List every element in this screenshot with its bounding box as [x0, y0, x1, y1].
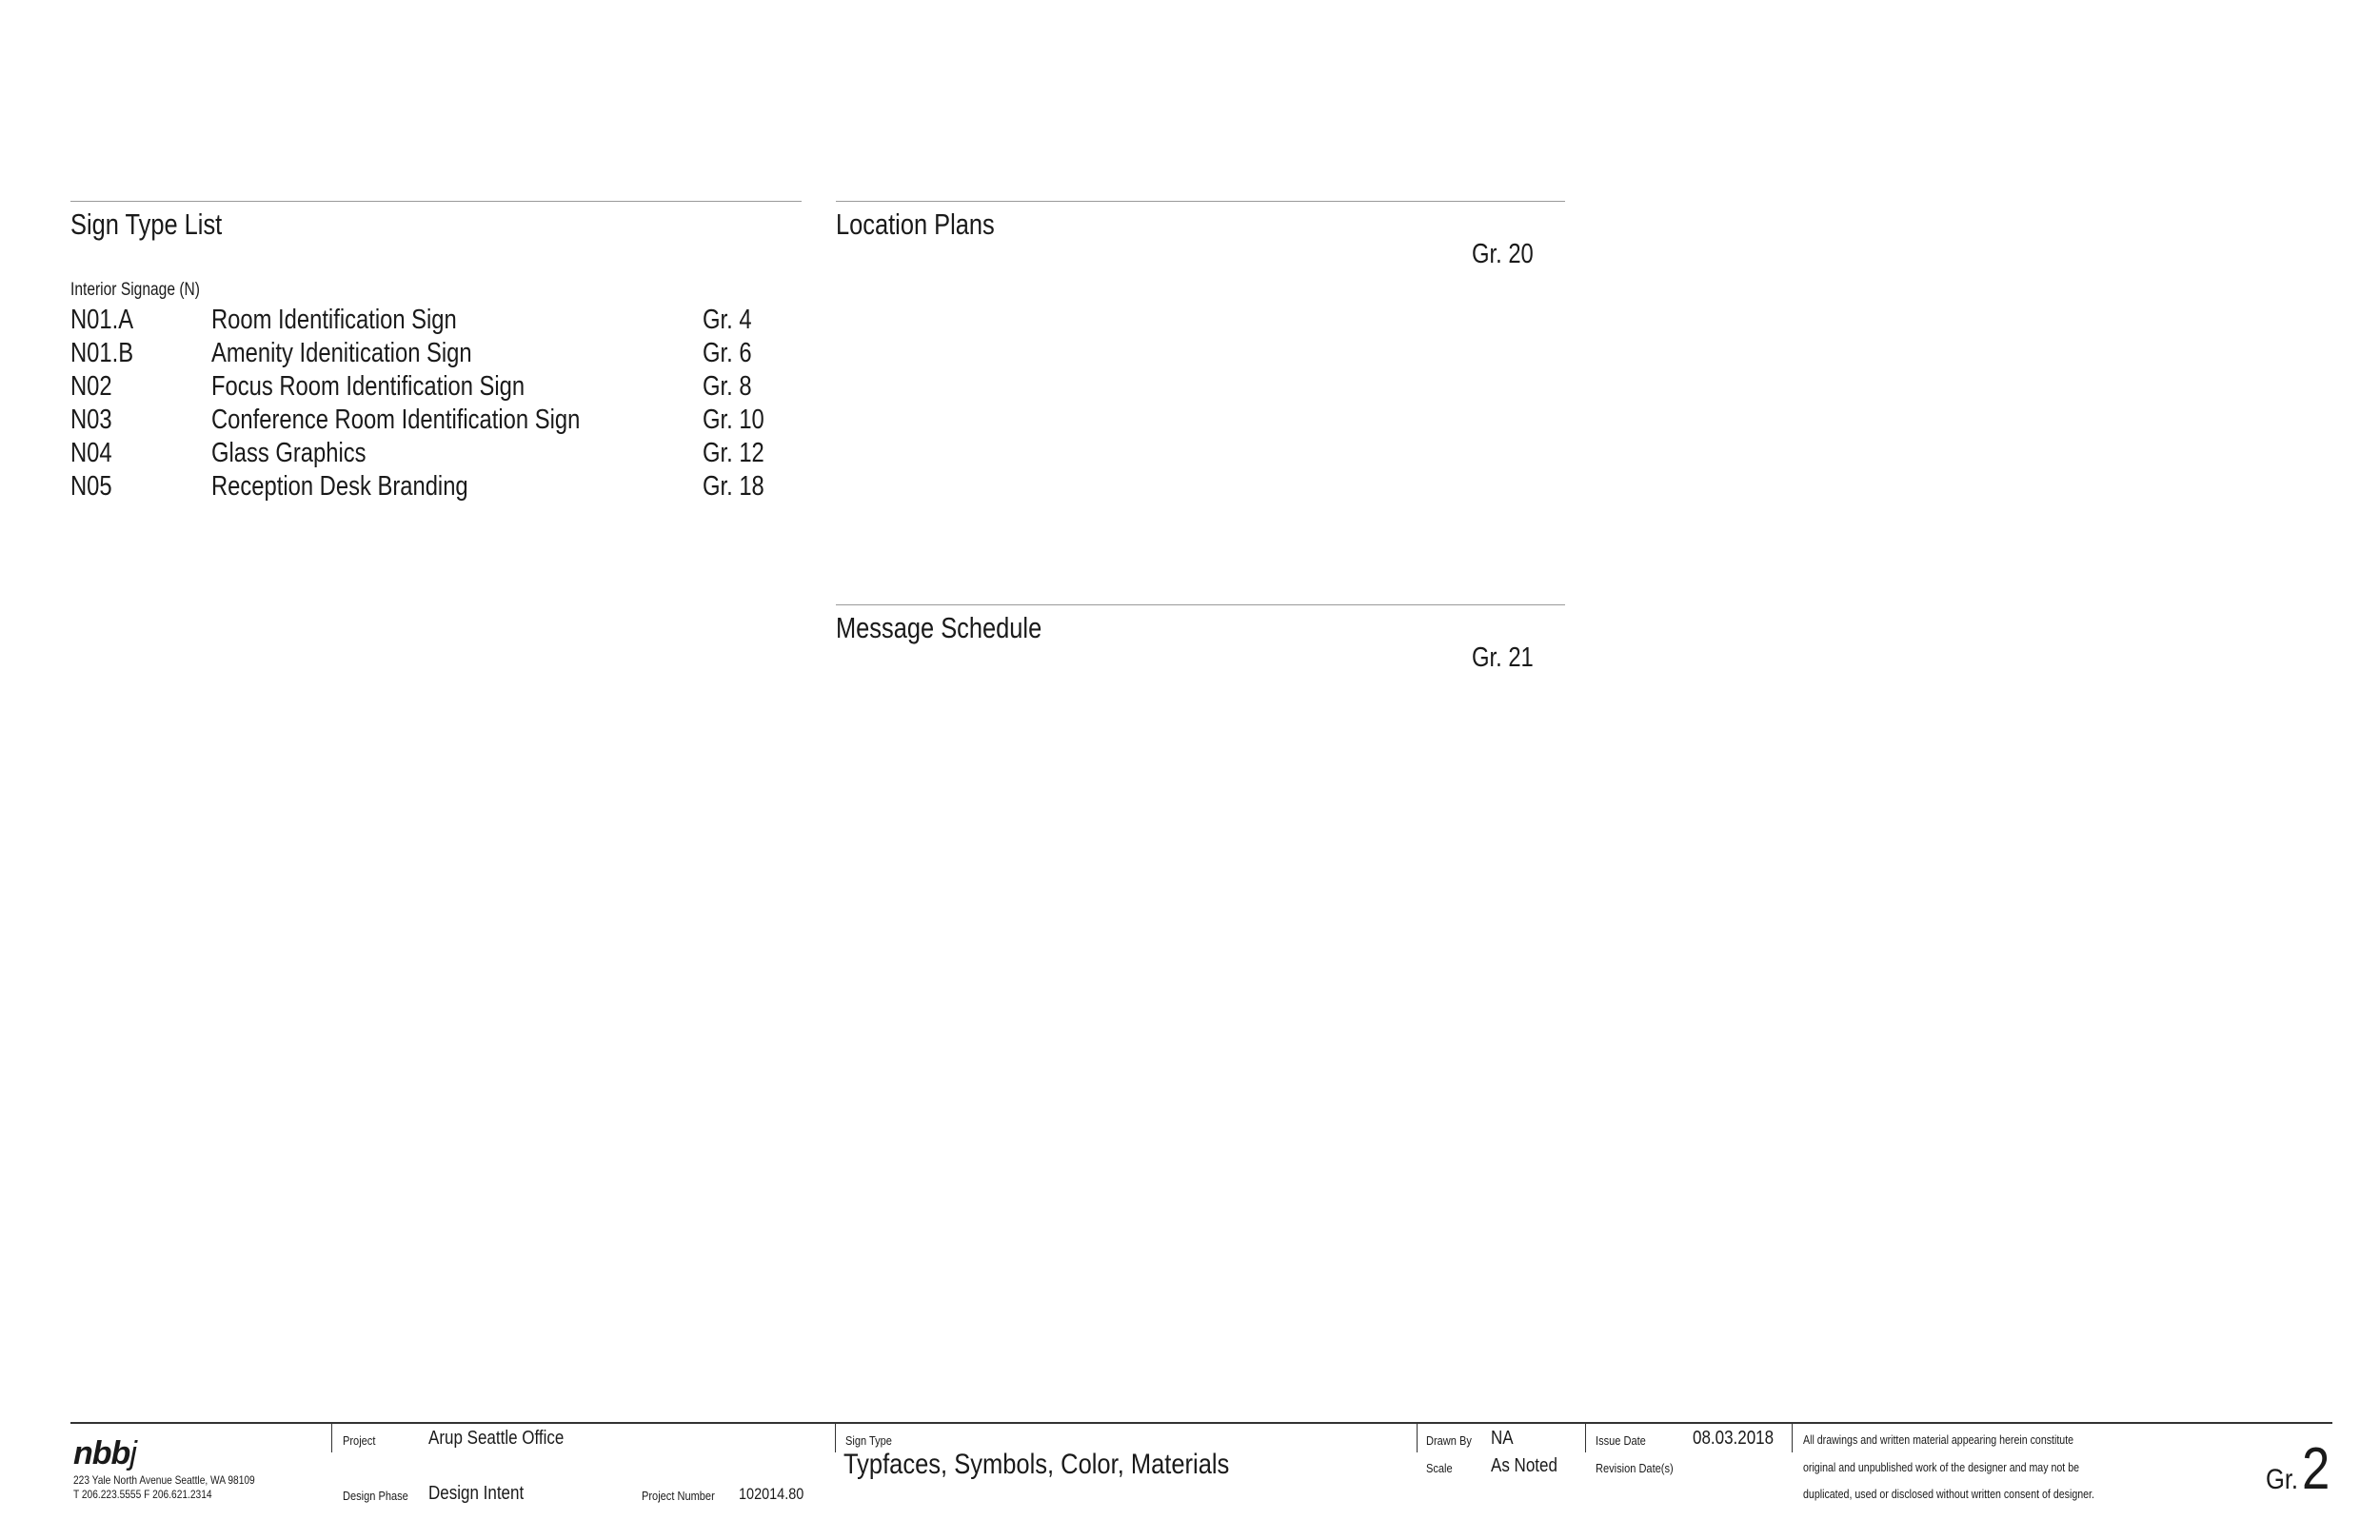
- location-plans-title: Location Plans: [836, 207, 995, 241]
- sign-type-name: Reception Desk Branding: [211, 471, 468, 502]
- sign-type-code: N04: [70, 438, 112, 468]
- project-number-label: Project Number: [642, 1489, 715, 1503]
- sign-type-page-ref: Gr. 4: [703, 305, 752, 335]
- sheet-prefix: Gr.: [2266, 1464, 2299, 1495]
- project-label: Project: [343, 1433, 376, 1448]
- sign-type-page-ref: Gr. 6: [703, 338, 752, 368]
- title-block-divider: [835, 1424, 836, 1452]
- sheet-number: [2266, 1435, 2335, 1503]
- sign-type-code: N02: [70, 371, 112, 402]
- sheet-number-value: 2: [2302, 1436, 2330, 1502]
- sign-type-name: Amenity Idenitication Sign: [211, 338, 472, 368]
- legal-notice-line-3: duplicated, used or disclosed without written consent of designer.: [1803, 1488, 2094, 1501]
- office-address: 223 Yale North Avenue Seattle, WA 98109: [73, 1473, 255, 1487]
- drawn-by-label: Drawn By: [1426, 1433, 1472, 1448]
- sign-type-page-ref: Gr. 8: [703, 371, 752, 402]
- sign-type-list-rule: [70, 201, 802, 202]
- sign-type-name: Focus Room Identification Sign: [211, 371, 526, 402]
- drawn-by-value: NA: [1491, 1428, 1514, 1449]
- revision-dates-label: Revision Date(s): [1596, 1461, 1674, 1475]
- sign-type-row: [70, 405, 794, 438]
- interior-signage-heading: Interior Signage (N): [70, 280, 200, 300]
- sign-type-row: [70, 471, 794, 504]
- office-phone-fax: T 206.223.5555 F 206.621.2314: [73, 1488, 212, 1501]
- sign-type-label: Sign Type: [845, 1433, 892, 1448]
- nbbj-logo: nbbj: [73, 1435, 136, 1471]
- location-plans-rule: [836, 201, 1565, 202]
- sign-type-value: Typfaces, Symbols, Color, Materials: [843, 1449, 1230, 1480]
- sign-type-code: N01.A: [70, 305, 134, 335]
- title-block-divider: [331, 1424, 332, 1452]
- sign-type-list-title: Sign Type List: [70, 207, 223, 241]
- location-plans-page-ref: Gr. 20: [1472, 239, 1534, 269]
- sign-type-page-ref: Gr. 12: [703, 438, 764, 468]
- scale-label: Scale: [1426, 1461, 1453, 1475]
- design-phase-value: Design Intent: [428, 1483, 525, 1504]
- message-schedule-title: Message Schedule: [836, 611, 1042, 644]
- project-number-value: 102014.80: [739, 1485, 804, 1503]
- sign-type-code: N03: [70, 405, 112, 435]
- sign-type-row: [70, 338, 794, 371]
- sign-type-name: Glass Graphics: [211, 438, 367, 468]
- sign-type-name: Room Identification Sign: [211, 305, 457, 335]
- title-block-divider: [1585, 1424, 1586, 1452]
- sign-type-row: [70, 438, 794, 471]
- title-block-divider: [1417, 1424, 1418, 1452]
- sign-type-code: N05: [70, 471, 112, 502]
- sign-type-row: [70, 371, 794, 405]
- message-schedule-rule: [836, 604, 1565, 605]
- scale-value: As Noted: [1491, 1455, 1557, 1476]
- sign-type-row: [70, 305, 794, 338]
- design-phase-label: Design Phase: [343, 1489, 408, 1503]
- legal-notice-line-2: original and unpublished work of the designer and may not be: [1803, 1461, 2080, 1474]
- title-block-divider: [1792, 1424, 1793, 1452]
- legal-notice-line-1: All drawings and written material appearing herein constitute: [1803, 1433, 2074, 1447]
- sign-type-page-ref: Gr. 10: [703, 405, 764, 435]
- project-value: Arup Seattle Office: [428, 1428, 565, 1449]
- title-block-rule: [70, 1422, 2332, 1424]
- issue-date-label: Issue Date: [1596, 1433, 1646, 1448]
- sign-type-code: N01.B: [70, 338, 134, 368]
- sign-type-page-ref: Gr. 18: [703, 471, 764, 502]
- sign-type-name: Conference Room Identification Sign: [211, 405, 581, 435]
- message-schedule-page-ref: Gr. 21: [1472, 642, 1534, 673]
- issue-date-value: 08.03.2018: [1693, 1428, 1775, 1449]
